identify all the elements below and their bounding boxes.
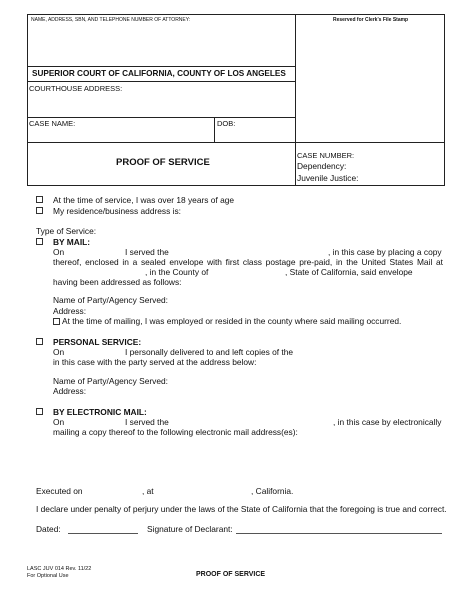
- personal-service-address-label: Address:: [53, 386, 87, 396]
- by-mail-county-post: , State of California, said envelope: [285, 267, 413, 277]
- courthouse-bottom-line: [27, 117, 295, 118]
- personal-service-checkbox[interactable]: [36, 338, 43, 345]
- dated-label: Dated:: [36, 524, 61, 534]
- electronic-mail-checkbox[interactable]: [36, 408, 43, 415]
- address-statement: My residence/business address is:: [53, 206, 182, 216]
- by-mail-title: BY MAIL:: [53, 237, 91, 247]
- personal-service-line2: in this case with the party served at the address below:: [53, 357, 257, 367]
- personal-service-on: On: [53, 347, 65, 357]
- by-mail-party-label: Name of Party/Agency Served:: [53, 295, 168, 305]
- age-statement: At the time of service, I was over 18 years of age: [53, 195, 235, 205]
- by-mail-checkbox[interactable]: [36, 238, 43, 245]
- footer-title: PROOF OF SERVICE: [196, 571, 266, 578]
- age-checkbox[interactable]: [36, 196, 43, 203]
- employed-checkbox[interactable]: [53, 318, 60, 325]
- court-name: SUPERIOR COURT OF CALIFORNIA, COUNTY OF LOS ANGELES: [32, 69, 286, 78]
- dob-divider: [214, 117, 215, 142]
- by-mail-address-label: Address:: [53, 306, 87, 316]
- caption-divider: [295, 14, 296, 186]
- employed-statement: At the time of mailing, I was employed or resided in the county where said mailing occurred.: [62, 316, 402, 326]
- form-number: LASC JUV 014 Rev. 11/22: [27, 566, 92, 572]
- personal-service-party-label: Name of Party/Agency Served:: [53, 376, 168, 386]
- electronic-mail-in-this-case: , in this case by electronically: [333, 417, 442, 427]
- personal-service-title: PERSONAL SERVICE:: [53, 337, 142, 347]
- dependency-label: Dependency:: [297, 161, 347, 171]
- by-mail-county-pre: , in the County of: [145, 267, 209, 277]
- casename-bottom-line: [27, 142, 445, 143]
- by-mail-line4: having been addressed as follows:: [53, 277, 182, 287]
- executed-at-label: , at: [142, 486, 154, 496]
- address-checkbox[interactable]: [36, 207, 43, 214]
- electronic-mail-served-the: I served the: [125, 417, 169, 427]
- electronic-mail-title: BY ELECTRONIC MAIL:: [53, 407, 147, 417]
- by-mail-served-the: I served the: [125, 247, 169, 257]
- signature-line[interactable]: [236, 533, 442, 534]
- clerk-stamp-label: Reserved for Clerk's File Stamp: [333, 17, 409, 23]
- electronic-mail-line2: mailing a copy thereof to the following electronic mail address(es):: [53, 427, 298, 437]
- case-name-label: CASE NAME:: [29, 119, 76, 128]
- electronic-mail-on: On: [53, 417, 65, 427]
- by-mail-in-this-case: , in this case by placing a copy: [328, 247, 442, 257]
- by-mail-on: On: [53, 247, 65, 257]
- employed-statement-row: [53, 316, 401, 326]
- executed-on-label: Executed on: [36, 486, 83, 496]
- dated-line[interactable]: [68, 533, 138, 534]
- executed-california-label: , California.: [251, 486, 294, 496]
- attorney-label: NAME, ADDRESS, SBN, AND TELEPHONE NUMBER OF ATTORNEY:: [31, 17, 191, 23]
- declaration-text: I declare under penalty of perjury under the laws of the State of California that the foregoing is true and correct.: [36, 504, 447, 514]
- by-mail-line2: thereof, enclosed in a sealed envelope with first class postage pre-paid, in the United States Mail at: [53, 257, 443, 267]
- caption-box: [27, 14, 445, 186]
- juvenile-justice-label: Juvenile Justice:: [297, 173, 359, 183]
- signature-label: Signature of Declarant:: [147, 524, 233, 534]
- courthouse-label: COURTHOUSE ADDRESS:: [29, 84, 123, 93]
- form-usage: For Optional Use: [27, 573, 69, 579]
- personal-service-delivered: I personally delivered to and left copies of the: [125, 347, 294, 357]
- form-title: PROOF OF SERVICE: [116, 157, 210, 168]
- dob-label: DOB:: [217, 119, 236, 128]
- attorney-bottom-line: [27, 66, 295, 67]
- court-bottom-line: [27, 81, 295, 82]
- type-of-service-label: Type of Service:: [36, 226, 97, 236]
- case-number-label: CASE NUMBER:: [297, 151, 355, 160]
